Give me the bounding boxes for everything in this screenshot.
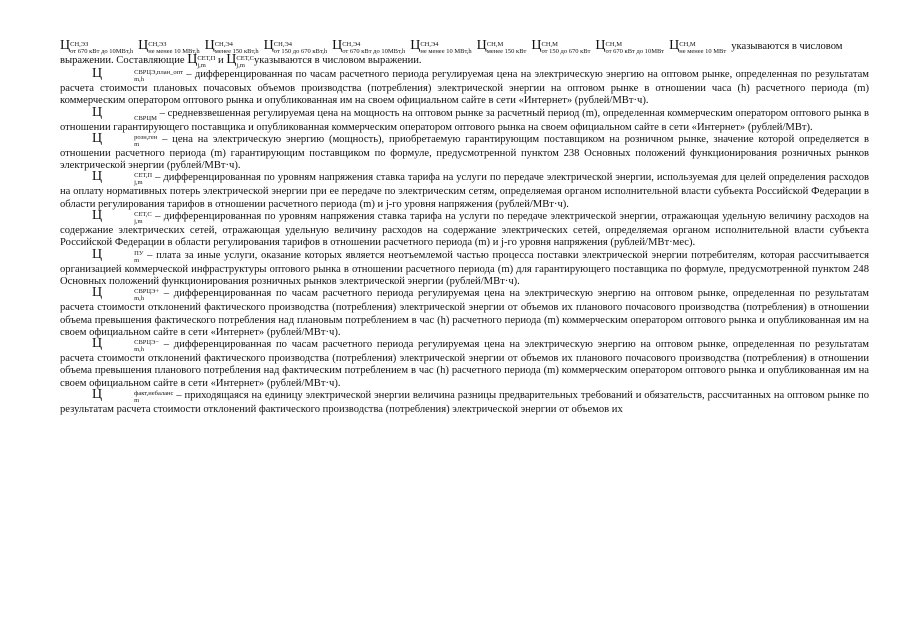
symbol-indices <box>102 172 152 186</box>
symbol-base: Ц <box>263 38 274 53</box>
symbol-base: Ц <box>92 387 103 403</box>
symbol-base: Ц <box>476 38 487 53</box>
symbol-superscript: СВРЦЭ+ <box>134 288 160 296</box>
intro-symbol-item <box>60 38 134 55</box>
symbol-indices <box>679 41 726 55</box>
price-symbol <box>60 38 133 53</box>
symbol-indices <box>606 41 665 55</box>
symbol-indices <box>102 115 157 122</box>
price-symbol <box>332 38 405 53</box>
price-symbol <box>92 336 160 354</box>
symbol-base: Ц <box>92 246 103 262</box>
symbol-base: Ц <box>332 38 343 53</box>
symbol-indices <box>342 41 405 55</box>
definition-paragraph <box>60 208 869 250</box>
symbol-subscript: j,m <box>134 179 143 187</box>
intro-symbol-item <box>669 38 727 55</box>
symbol-superscript: СН,ЭЗ <box>70 41 89 48</box>
symbol-superscript: факт,небаланс <box>134 390 174 398</box>
definition-text: – приходящаяся на единицу электрической энергии величина разницы предварительных требований и обязательств, рассчитанных на оптовом рынке по результатам расчета стоимости отклонений фактического производства (потребления) электрической энергии от объемов их <box>60 390 870 416</box>
intro-symbol-item <box>138 38 200 55</box>
intro-symbol-item <box>531 38 591 55</box>
symbol-subscript: m <box>134 397 140 405</box>
price-symbol <box>205 38 259 53</box>
price-symbol <box>226 52 254 67</box>
price-symbol <box>264 38 327 53</box>
symbol-indices <box>102 250 143 264</box>
symbol-base: Ц <box>204 38 215 53</box>
definition-text: – плата за иные услуги, оказание которых является неотъемлемой частью процесса поставки электрической энергии потребителям, которая рассчитывается организацией коммерческой инфраструктуры оптового рынка в отношении расчетного периода (m) для гарантирующего поставщика по формуле, предусмотренной пунктом 248 Основных положений функционирования розничных рынков электрической энергии (рублей/МВт·ч). <box>60 249 869 287</box>
symbol-subscript: менее 150 кВт <box>486 48 527 55</box>
definition-paragraph <box>60 169 870 211</box>
definition-text: – дифференцированная по часам расчетного периода регулируемая цена на электрическую энергию на оптовом рынке, определенная по результатам расчета стоимости отклонений фактического производства (потребления) электрической энергии от объемов их планового почасового производства (потребления) в отношении объема превышения фактического потребления над плановым потреблением в час (h) расчетного периода (m) коммерческим оператором оптового рынка и опубликованная им на своем официальном сайте в сети «Интернет» (рублей/МВт·ч). <box>60 288 869 338</box>
symbol-base: Ц <box>92 104 103 120</box>
definition-paragraph <box>60 387 870 416</box>
price-symbol <box>92 387 174 405</box>
intro-conjunction: и <box>217 55 224 66</box>
price-symbol <box>92 66 183 81</box>
symbol-base: Ц <box>92 169 103 185</box>
price-symbol <box>92 105 157 120</box>
definition-text: – цена на электрическую энергию (мощность), приобретаемую гарантирующим поставщиком на розничном рынке, значение которой определяется в отношении расчетного периода (m) гарантирующим поставщиком по формуле, предусмотренной пунктом 238 Основных положений функционирования розничных рынков электрической энергии (рублей/МВт·ч). <box>60 133 869 172</box>
intro-symbol-item <box>263 38 328 55</box>
symbol-superscript: СН,М <box>486 41 504 48</box>
symbol-indices <box>102 390 173 404</box>
symbol-subscript: m <box>134 140 140 148</box>
price-symbol <box>92 247 143 262</box>
symbol-subscript: j,m <box>197 62 206 69</box>
intro-paragraph <box>60 38 869 69</box>
symbol-superscript: СН,Э4 <box>342 41 361 48</box>
symbol-indices <box>236 55 254 69</box>
price-symbol <box>138 38 199 53</box>
symbol-base: Ц <box>595 38 606 53</box>
symbol-superscript: СЕТ,П <box>197 55 216 62</box>
symbol-base: Ц <box>60 38 71 53</box>
symbol-indices <box>102 288 159 302</box>
symbol-indices <box>70 41 133 55</box>
symbol-subscript: m,h <box>134 76 145 83</box>
definition-paragraph <box>60 130 869 173</box>
symbol-subscript: менее 150 кВт,h <box>214 48 259 55</box>
symbol-superscript: розн,ген <box>134 133 158 141</box>
intro-symbol-item <box>476 38 527 55</box>
symbol-subscript: от 670 кВт до 10МВт,h <box>342 48 406 55</box>
symbol-base: Ц <box>187 52 198 67</box>
definition-paragraph <box>60 285 869 339</box>
symbol-superscript: СН,Э4 <box>273 41 292 48</box>
intro-text: указываются в числовом выражении. Составляющие <box>60 41 843 66</box>
price-symbol <box>92 208 152 226</box>
symbol-subscript: от 150 до 670 кВт,h <box>273 48 328 55</box>
symbol-base: Ц <box>92 66 103 81</box>
definition-paragraph <box>60 246 869 289</box>
symbol-subscript: от 670 кВт до 10МВт <box>605 48 665 55</box>
intro-symbol-item <box>595 38 665 55</box>
symbol-subscript: m <box>134 256 140 264</box>
definition-text: – дифференцированная по часам расчетного периода регулируемая цена на электрическую энергию на оптовом рынке, определенная по результатам расчета стоимости отклонений фактического производства (потребления) электрической энергии от объемов их планового почасового производства (потребления) в отношении объема превышения планового потребления над фактическим потреблением в час (h) расчетного периода (m) коммерческим оператором оптового рынка и опубликованная им на своем официальном сайте в сети «Интернет» (рублей/МВт·ч). <box>60 339 869 389</box>
price-symbol <box>410 38 471 53</box>
symbol-superscript: СВРЦЭ,план_опт <box>134 69 183 76</box>
symbol-subscript: не менее 10 МВт,h <box>420 48 472 55</box>
symbol-subscript: j,m <box>236 62 245 69</box>
definition-paragraph <box>60 66 869 108</box>
symbol-subscript: m,h <box>134 295 145 303</box>
symbol-base: Ц <box>92 130 103 146</box>
symbol-base: Ц <box>410 38 421 53</box>
symbol-indices <box>102 69 183 83</box>
symbol-superscript: СЕТ,П <box>134 172 153 180</box>
definition-paragraph <box>60 104 869 134</box>
symbol-subscript: от 150 до 670 кВт <box>541 48 591 55</box>
price-symbol <box>477 38 527 53</box>
symbol-subscript: не менее 10 МВт,h <box>148 48 200 55</box>
symbol-base: Ц <box>92 285 103 301</box>
price-symbol <box>531 38 590 53</box>
symbol-subscript: не менее 10 МВт <box>679 48 727 55</box>
symbol-indices <box>102 339 159 353</box>
price-symbol <box>669 38 726 53</box>
price-symbol <box>187 52 215 67</box>
intro-symbol-item <box>332 38 406 55</box>
definition-text: – дифференцированная по часам расчетного периода регулируемая цена на электрическую энергию на оптовом рынке, определенная по результатам расчета стоимости плановых почасовых объемов производства (потребления) электрической энергии на оптовом рынке в отношении часа (h) расчетного периода (m) коммерческим оператором оптового рынка и опубликованная им на своем официальном сайте в сети «Интернет» (рублей/МВт·ч). <box>60 69 869 107</box>
symbol-base: Ц <box>92 336 103 352</box>
symbol-superscript: СВРЦЭ− <box>134 339 160 347</box>
symbol-indices <box>197 55 215 69</box>
definition-paragraph <box>60 336 869 390</box>
symbol-indices <box>274 41 327 55</box>
symbol-superscript: СН,М <box>679 41 696 48</box>
symbol-indices <box>420 41 471 55</box>
symbol-subscript: j,m <box>134 218 143 226</box>
symbol-superscript: СН,М <box>541 41 558 48</box>
definition-text: – дифференцированная по уровням напряжения ставка тарифа на услуги по передаче электрической энергии, используемая для целей определения расходов на оплату нормативных потерь электрической энергии при ее передаче по электрическим сетям, определяемая органом исполнительной власти субъекта Российской Федерации в области регулирования тарифов в отношении расчетного периода (m) и j-го уровня напряжения (рублей/МВт·ч). <box>60 172 870 210</box>
symbol-base: Ц <box>92 208 103 224</box>
definition-text: – дифференцированная по уровням напряжения ставка тарифа на услуги по передаче электрической энергии, отражающая удельную величину расходов на содержание электрических сетей, отражающая удельную величину расходов на содержание электрических сетей, определяемая органом исполнительной власти субъекта Российской Федерации в области регулирования тарифов в отношении расчетного периода (m) и j-го уровня напряжения (рублей/МВт·мес). <box>60 211 869 249</box>
intro-symbol-item <box>204 38 259 55</box>
price-symbol <box>92 169 153 187</box>
symbol-superscript: СН,Э4 <box>214 41 233 48</box>
symbol-superscript: СН,М <box>605 41 622 48</box>
symbol-superscript: СН,Э4 <box>420 41 439 48</box>
symbol-subscript: от 670 кВт до 10МВт,h <box>70 48 134 55</box>
symbol-indices <box>102 134 157 148</box>
symbol-indices <box>542 41 591 55</box>
symbol-indices <box>487 41 527 55</box>
symbol-base: Ц <box>138 38 149 53</box>
symbol-superscript: СВРЦМ <box>134 114 157 122</box>
symbol-superscript: СЕТ,С <box>134 211 152 219</box>
definitions-list <box>60 66 870 416</box>
price-symbol <box>92 285 160 303</box>
symbol-superscript: СЕТ,С <box>236 55 254 62</box>
price-symbol <box>92 131 157 146</box>
intro-text: указываются в числовом выражении. <box>254 55 422 66</box>
price-symbol <box>595 38 664 53</box>
symbol-base: Ц <box>531 38 542 53</box>
symbol-subscript: m,h <box>134 346 145 354</box>
symbol-base: Ц <box>669 38 680 53</box>
symbol-superscript: СН,ЭЗ <box>148 41 167 48</box>
symbol-indices <box>102 211 152 225</box>
definition-text: – средневзвешенная регулируемая цена на мощность на оптовом рынке за расчетный период (m), определенная коммерческим оператором оптового рынка в отношении гарантирующего поставщика и опубликованная коммерческим оператором оптового рынка на своем официальном сайте в сети «Интернет» (рублей/МВт). <box>60 107 869 133</box>
symbol-base: Ц <box>226 52 237 67</box>
intro-symbol-item <box>410 38 472 55</box>
symbol-superscript: ПУ <box>134 249 144 257</box>
